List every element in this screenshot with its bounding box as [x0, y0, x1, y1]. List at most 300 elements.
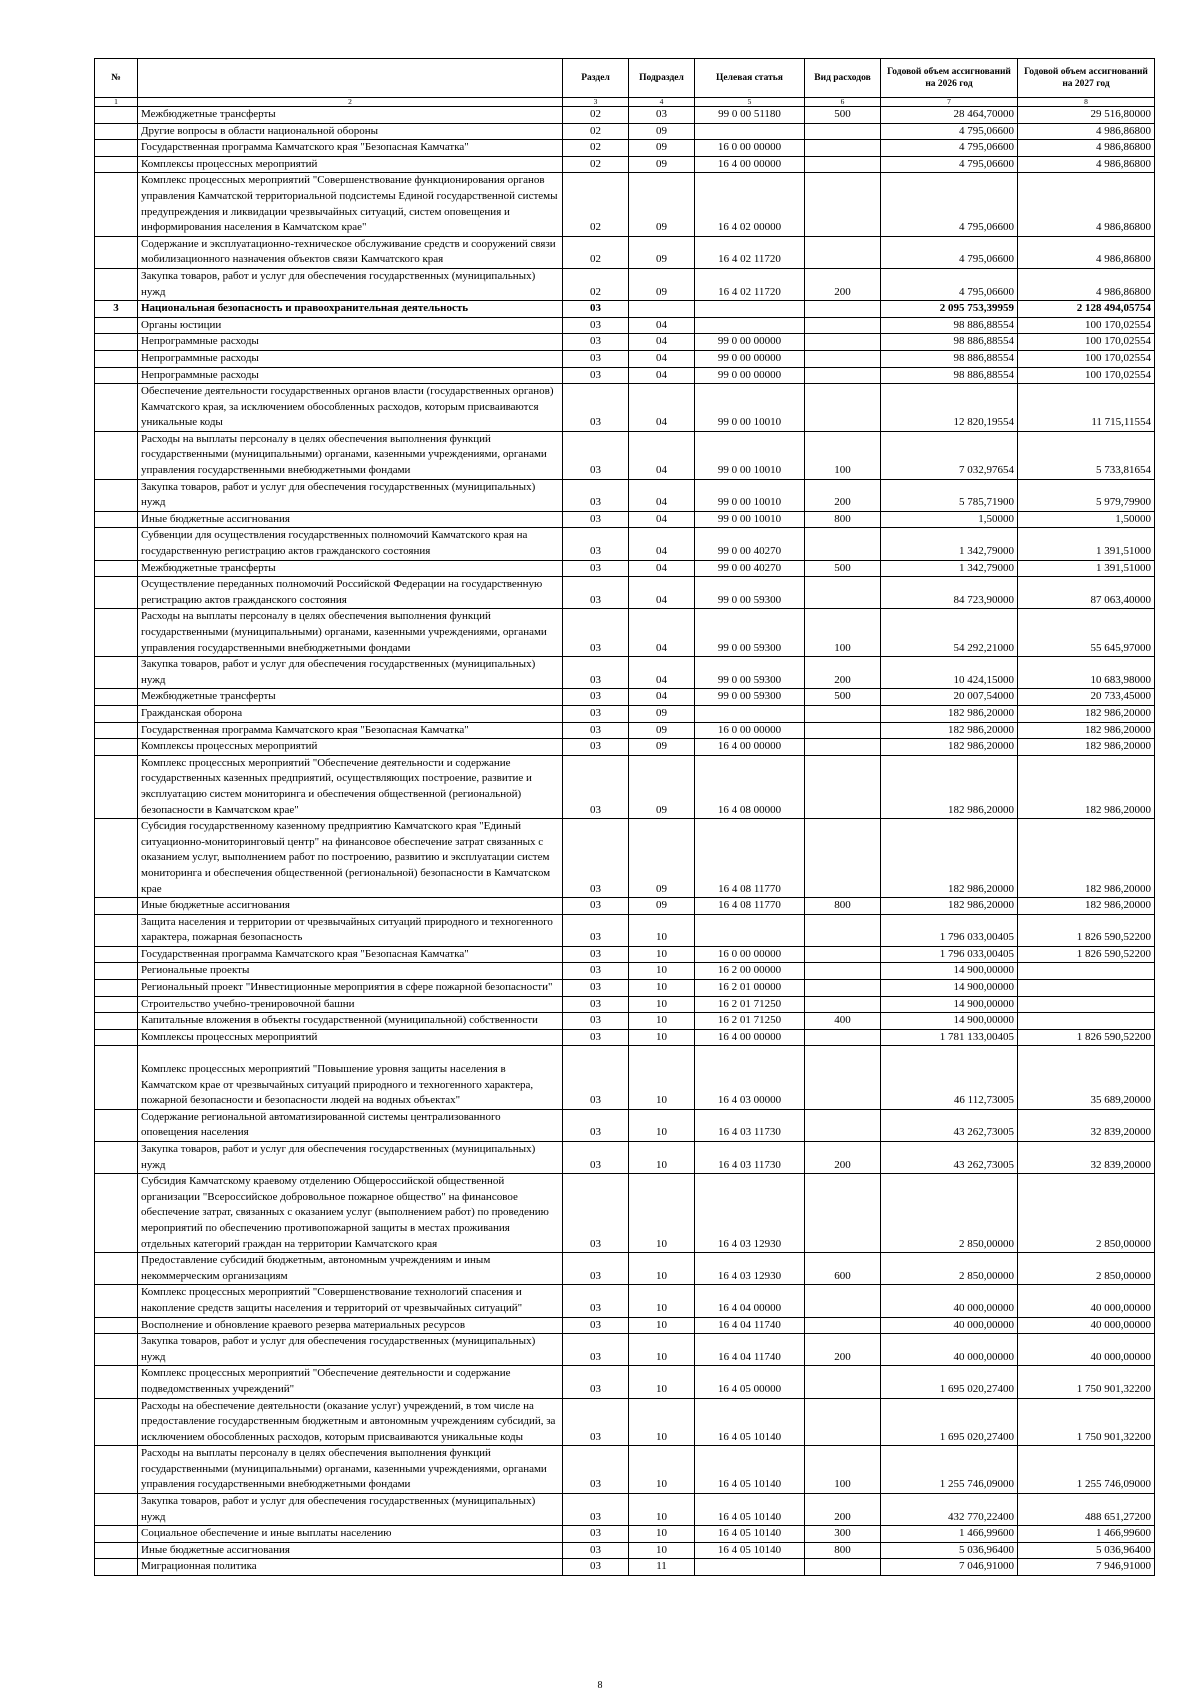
row-amount-2026-cell: 14 900,00000 — [881, 963, 1018, 980]
row-name-cell: Комплекс процессных мероприятий "Совершенствование функционирования органов управления Камчатской территориальной подсистемы Единой государственной системы предупреждения и ликвидации чрезвычайных ситуаций, систем оповещения и информирования населения в Камчатском крае" — [138, 173, 563, 236]
row-amount-2027-cell: 100 170,02554 — [1018, 350, 1155, 367]
table-row — [95, 140, 1155, 157]
table-row — [95, 1109, 1155, 1141]
row-expense-type-cell: 400 — [805, 1013, 881, 1030]
row-podrazdel-cell: 09 — [629, 819, 695, 898]
row-name-cell: Комплекс процессных мероприятий "Обеспечение деятельности и содержание подведомственных учреждений" — [138, 1366, 563, 1398]
row-name-cell: Государственная программа Камчатского края "Безопасная Камчатка" — [138, 722, 563, 739]
row-razdel-cell: 03 — [563, 739, 629, 756]
row-razdel-cell: 03 — [563, 1366, 629, 1398]
row-target-article-cell: 99 0 00 10010 — [695, 511, 805, 528]
row-amount-2027-cell: 2 128 494,05754 — [1018, 301, 1155, 318]
row-name-cell: Национальная безопасность и правоохранительная деятельность — [138, 301, 563, 318]
table-row — [95, 479, 1155, 511]
row-target-article-cell: 99 0 00 51180 — [695, 107, 805, 124]
row-amount-2026-cell: 98 886,88554 — [881, 350, 1018, 367]
row-expense-type-cell: 800 — [805, 511, 881, 528]
row-expense-type-cell: 300 — [805, 1526, 881, 1543]
row-amount-2026-cell: 432 770,22400 — [881, 1494, 1018, 1526]
row-amount-2027-cell: 488 651,27200 — [1018, 1494, 1155, 1526]
row-amount-2027-cell: 87 063,40000 — [1018, 577, 1155, 609]
table-row — [95, 1542, 1155, 1559]
row-name-cell: Комплексы процессных мероприятий — [138, 156, 563, 173]
row-podrazdel-cell: 04 — [629, 689, 695, 706]
row-expense-type-cell — [805, 350, 881, 367]
row-expense-type-cell — [805, 722, 881, 739]
row-name-cell: Закупка товаров, работ и услуг для обеспечения государственных (муниципальных) нужд — [138, 1494, 563, 1526]
row-razdel-cell: 03 — [563, 819, 629, 898]
row-name-cell: Предоставление субсидий бюджетным, автономным учреждениям и иным некоммерческим организациям — [138, 1253, 563, 1285]
row-razdel-cell: 03 — [563, 1174, 629, 1253]
row-amount-2027-cell: 182 986,20000 — [1018, 739, 1155, 756]
header-target-article: Целевая статья — [695, 59, 805, 98]
row-number-cell — [95, 963, 138, 980]
row-amount-2027-cell — [1018, 963, 1155, 980]
row-number-cell: 3 — [95, 301, 138, 318]
row-amount-2027-cell: 1 826 590,52200 — [1018, 946, 1155, 963]
row-razdel-cell: 03 — [563, 1398, 629, 1446]
row-amount-2026-cell: 4 795,06600 — [881, 156, 1018, 173]
row-expense-type-cell — [805, 123, 881, 140]
row-razdel-cell: 03 — [563, 350, 629, 367]
row-number-cell — [95, 1542, 138, 1559]
row-expense-type-cell — [805, 140, 881, 157]
row-target-article-cell: 16 2 01 71250 — [695, 996, 805, 1013]
row-podrazdel-cell: 04 — [629, 609, 695, 657]
row-name-cell: Субсидия Камчатскому краевому отделению Общероссийской общественной организации "Всероссийское добровольное пожарное общество" на финансовое обеспечение затрат, связанных с оказанием услуг (выполнением работ) по проведению мероприятий по обеспечению противопожарной защиты в местах проживания отдельных категорий граждан на территории Камчатского края — [138, 1174, 563, 1253]
row-target-article-cell: 16 4 03 11730 — [695, 1109, 805, 1141]
row-number-cell — [95, 479, 138, 511]
row-expense-type-cell — [805, 739, 881, 756]
row-podrazdel-cell: 03 — [629, 107, 695, 124]
row-name-cell: Обеспечение деятельности государственных органов власти (государственных органов) Камчатского края, за исключением обособленных расходов, которым присваиваются уникальные коды — [138, 384, 563, 432]
row-razdel-cell: 03 — [563, 431, 629, 479]
row-target-article-cell: 16 2 00 00000 — [695, 963, 805, 980]
row-podrazdel-cell: 09 — [629, 268, 695, 300]
table-row — [95, 350, 1155, 367]
row-name-cell: Непрограммные расходы — [138, 367, 563, 384]
row-amount-2027-cell: 1 391,51000 — [1018, 528, 1155, 560]
row-amount-2027-cell: 100 170,02554 — [1018, 317, 1155, 334]
row-number-cell — [95, 819, 138, 898]
row-podrazdel-cell: 10 — [629, 1285, 695, 1317]
row-amount-2026-cell: 43 262,73005 — [881, 1142, 1018, 1174]
row-name-cell: Межбюджетные трансферты — [138, 107, 563, 124]
row-target-article-cell: 16 4 08 11770 — [695, 898, 805, 915]
row-razdel-cell: 03 — [563, 980, 629, 997]
row-expense-type-cell: 600 — [805, 1253, 881, 1285]
row-number-cell — [95, 431, 138, 479]
row-podrazdel-cell: 09 — [629, 156, 695, 173]
row-expense-type-cell — [805, 980, 881, 997]
row-expense-type-cell — [805, 819, 881, 898]
row-target-article-cell: 16 4 04 11740 — [695, 1334, 805, 1366]
row-expense-type-cell — [805, 334, 881, 351]
row-razdel-cell: 03 — [563, 914, 629, 946]
row-podrazdel-cell: 11 — [629, 1559, 695, 1576]
row-number-cell — [95, 755, 138, 818]
row-amount-2026-cell: 4 795,06600 — [881, 173, 1018, 236]
row-amount-2027-cell: 182 986,20000 — [1018, 898, 1155, 915]
row-expense-type-cell — [805, 755, 881, 818]
table-row — [95, 722, 1155, 739]
row-expense-type-cell — [805, 317, 881, 334]
row-amount-2026-cell: 84 723,90000 — [881, 577, 1018, 609]
row-amount-2027-cell: 1 750 901,32200 — [1018, 1366, 1155, 1398]
row-number-cell — [95, 123, 138, 140]
table-row — [95, 1174, 1155, 1253]
row-expense-type-cell — [805, 1317, 881, 1334]
row-target-article-cell — [695, 317, 805, 334]
row-target-article-cell: 16 0 00 00000 — [695, 722, 805, 739]
row-podrazdel-cell: 10 — [629, 1526, 695, 1543]
row-razdel-cell: 03 — [563, 1446, 629, 1494]
row-name-cell: Содержание региональной автоматизированной системы централизованного оповещения населения — [138, 1109, 563, 1141]
table-row — [95, 1526, 1155, 1543]
row-amount-2027-cell: 5 036,96400 — [1018, 1542, 1155, 1559]
row-amount-2026-cell: 40 000,00000 — [881, 1285, 1018, 1317]
row-number-cell — [95, 980, 138, 997]
table-row — [95, 705, 1155, 722]
header-amount-2026: Годовой объем ассигнований на 2026 год — [881, 59, 1018, 98]
table-row — [95, 755, 1155, 818]
row-expense-type-cell — [805, 1559, 881, 1576]
row-target-article-cell: 99 0 00 59300 — [695, 577, 805, 609]
table-row — [95, 560, 1155, 577]
row-amount-2027-cell: 40 000,00000 — [1018, 1317, 1155, 1334]
table-row — [95, 1285, 1155, 1317]
row-target-article-cell: 16 4 05 10140 — [695, 1398, 805, 1446]
row-amount-2026-cell: 182 986,20000 — [881, 739, 1018, 756]
row-razdel-cell: 03 — [563, 1542, 629, 1559]
row-expense-type-cell: 100 — [805, 609, 881, 657]
table-row — [95, 384, 1155, 432]
row-amount-2026-cell: 182 986,20000 — [881, 722, 1018, 739]
row-expense-type-cell — [805, 1109, 881, 1141]
row-expense-type-cell: 200 — [805, 1334, 881, 1366]
row-name-cell: Закупка товаров, работ и услуг для обеспечения государственных (муниципальных) нужд — [138, 1142, 563, 1174]
row-name-cell: Гражданская оборона — [138, 705, 563, 722]
row-amount-2027-cell: 4 986,86800 — [1018, 173, 1155, 236]
row-amount-2026-cell: 54 292,21000 — [881, 609, 1018, 657]
row-name-cell: Социальное обеспечение и иные выплаты населению — [138, 1526, 563, 1543]
row-target-article-cell: 16 4 08 11770 — [695, 819, 805, 898]
row-amount-2026-cell: 5 036,96400 — [881, 1542, 1018, 1559]
row-amount-2027-cell: 100 170,02554 — [1018, 334, 1155, 351]
row-amount-2026-cell: 98 886,88554 — [881, 317, 1018, 334]
row-target-article-cell: 16 4 02 11720 — [695, 268, 805, 300]
row-target-article-cell: 16 0 00 00000 — [695, 140, 805, 157]
row-amount-2027-cell: 32 839,20000 — [1018, 1142, 1155, 1174]
row-expense-type-cell — [805, 173, 881, 236]
table-row — [95, 689, 1155, 706]
row-amount-2026-cell: 1 342,79000 — [881, 528, 1018, 560]
table-row — [95, 819, 1155, 898]
row-amount-2027-cell — [1018, 1013, 1155, 1030]
row-target-article-cell: 16 4 05 00000 — [695, 1366, 805, 1398]
row-razdel-cell: 03 — [563, 963, 629, 980]
row-razdel-cell: 03 — [563, 1494, 629, 1526]
row-razdel-cell: 02 — [563, 107, 629, 124]
column-number: 5 — [695, 98, 805, 107]
row-amount-2027-cell: 1 466,99600 — [1018, 1526, 1155, 1543]
row-target-article-cell: 16 4 02 11720 — [695, 236, 805, 268]
row-number-cell — [95, 1253, 138, 1285]
table-row — [95, 898, 1155, 915]
row-expense-type-cell — [805, 963, 881, 980]
row-amount-2027-cell: 7 946,91000 — [1018, 1559, 1155, 1576]
row-amount-2027-cell: 4 986,86800 — [1018, 268, 1155, 300]
column-number-row — [95, 98, 1155, 107]
row-number-cell — [95, 511, 138, 528]
row-podrazdel-cell: 10 — [629, 1542, 695, 1559]
row-expense-type-cell — [805, 914, 881, 946]
row-expense-type-cell — [805, 577, 881, 609]
row-razdel-cell: 03 — [563, 1317, 629, 1334]
row-name-cell: Закупка товаров, работ и услуг для обеспечения государственных (муниципальных) нужд — [138, 657, 563, 689]
row-podrazdel-cell: 09 — [629, 898, 695, 915]
page-number: 8 — [597, 1680, 603, 1691]
row-amount-2027-cell: 10 683,98000 — [1018, 657, 1155, 689]
row-amount-2026-cell: 43 262,73005 — [881, 1109, 1018, 1141]
row-podrazdel-cell: 10 — [629, 1494, 695, 1526]
row-razdel-cell: 03 — [563, 722, 629, 739]
row-expense-type-cell — [805, 367, 881, 384]
budget-table — [94, 58, 1155, 1576]
row-amount-2027-cell — [1018, 996, 1155, 1013]
table-row — [95, 173, 1155, 236]
row-name-cell: Закупка товаров, работ и услуг для обеспечения государственных (муниципальных) нужд — [138, 479, 563, 511]
row-amount-2027-cell: 20 733,45000 — [1018, 689, 1155, 706]
row-amount-2027-cell: 1 391,51000 — [1018, 560, 1155, 577]
row-target-article-cell: 16 4 04 11740 — [695, 1317, 805, 1334]
row-name-cell: Комплексы процессных мероприятий — [138, 739, 563, 756]
row-amount-2026-cell: 1 255 746,09000 — [881, 1446, 1018, 1494]
row-name-cell: Иные бюджетные ассигнования — [138, 1542, 563, 1559]
row-name-cell: Закупка товаров, работ и услуг для обеспечения государственных (муниципальных) нужд — [138, 1334, 563, 1366]
row-amount-2026-cell: 1 695 020,27400 — [881, 1366, 1018, 1398]
table-row — [95, 431, 1155, 479]
row-number-cell — [95, 560, 138, 577]
row-razdel-cell: 03 — [563, 946, 629, 963]
row-amount-2027-cell: 40 000,00000 — [1018, 1285, 1155, 1317]
row-number-cell — [95, 1494, 138, 1526]
table-row — [95, 1366, 1155, 1398]
row-amount-2026-cell: 1 796 033,00405 — [881, 946, 1018, 963]
table-row — [95, 1046, 1155, 1109]
table-row — [95, 367, 1155, 384]
header-row — [95, 59, 1155, 98]
row-expense-type-cell: 500 — [805, 560, 881, 577]
row-podrazdel-cell: 04 — [629, 577, 695, 609]
row-name-cell: Иные бюджетные ассигнования — [138, 898, 563, 915]
row-razdel-cell: 03 — [563, 898, 629, 915]
row-amount-2026-cell: 1 695 020,27400 — [881, 1398, 1018, 1446]
row-name-cell: Восполнение и обновление краевого резерва материальных ресурсов — [138, 1317, 563, 1334]
row-target-article-cell: 16 4 00 00000 — [695, 1029, 805, 1046]
row-amount-2027-cell: 1 255 746,09000 — [1018, 1446, 1155, 1494]
row-amount-2026-cell: 2 095 753,39959 — [881, 301, 1018, 318]
row-number-cell — [95, 384, 138, 432]
row-expense-type-cell — [805, 236, 881, 268]
table-row — [95, 107, 1155, 124]
row-razdel-cell: 03 — [563, 479, 629, 511]
row-expense-type-cell: 200 — [805, 479, 881, 511]
row-amount-2026-cell: 2 850,00000 — [881, 1253, 1018, 1285]
row-target-article-cell: 99 0 00 40270 — [695, 560, 805, 577]
column-number: 1 — [95, 98, 138, 107]
row-target-article-cell: 16 2 01 71250 — [695, 1013, 805, 1030]
row-amount-2026-cell: 4 795,06600 — [881, 140, 1018, 157]
row-podrazdel-cell: 10 — [629, 1109, 695, 1141]
row-podrazdel-cell: 09 — [629, 236, 695, 268]
row-razdel-cell: 03 — [563, 609, 629, 657]
row-number-cell — [95, 914, 138, 946]
row-razdel-cell: 03 — [563, 996, 629, 1013]
row-podrazdel-cell: 04 — [629, 479, 695, 511]
row-podrazdel-cell: 04 — [629, 367, 695, 384]
row-number-cell — [95, 334, 138, 351]
table-row — [95, 1334, 1155, 1366]
table-row — [95, 123, 1155, 140]
row-amount-2027-cell: 55 645,97000 — [1018, 609, 1155, 657]
row-number-cell — [95, 140, 138, 157]
row-podrazdel-cell: 04 — [629, 350, 695, 367]
row-razdel-cell: 03 — [563, 705, 629, 722]
row-podrazdel-cell: 10 — [629, 980, 695, 997]
row-amount-2026-cell: 1,50000 — [881, 511, 1018, 528]
row-amount-2027-cell: 182 986,20000 — [1018, 705, 1155, 722]
header-number: № — [95, 59, 138, 98]
row-amount-2027-cell: 100 170,02554 — [1018, 367, 1155, 384]
row-podrazdel-cell: 10 — [629, 914, 695, 946]
header-razdel: Раздел — [563, 59, 629, 98]
row-number-cell — [95, 1046, 138, 1109]
header-expense-type: Вид расходов — [805, 59, 881, 98]
row-amount-2026-cell: 1 466,99600 — [881, 1526, 1018, 1543]
row-razdel-cell: 02 — [563, 123, 629, 140]
row-razdel-cell: 03 — [563, 1526, 629, 1543]
row-amount-2027-cell: 1 826 590,52200 — [1018, 1029, 1155, 1046]
row-amount-2026-cell: 14 900,00000 — [881, 980, 1018, 997]
row-name-cell: Миграционная политика — [138, 1559, 563, 1576]
row-podrazdel-cell: 09 — [629, 739, 695, 756]
row-number-cell — [95, 317, 138, 334]
row-expense-type-cell: 800 — [805, 898, 881, 915]
row-name-cell: Иные бюджетные ассигнования — [138, 511, 563, 528]
row-amount-2027-cell: 1 750 901,32200 — [1018, 1398, 1155, 1446]
row-name-cell: Региональный проект "Инвестиционные мероприятия в сфере пожарной безопасности" — [138, 980, 563, 997]
row-amount-2027-cell: 4 986,86800 — [1018, 156, 1155, 173]
row-podrazdel-cell — [629, 301, 695, 318]
row-amount-2027-cell: 40 000,00000 — [1018, 1334, 1155, 1366]
row-name-cell: Защита населения и территории от чрезвычайных ситуаций природного и техногенного характера, пожарная безопасность — [138, 914, 563, 946]
table-row — [95, 609, 1155, 657]
row-expense-type-cell — [805, 1398, 881, 1446]
row-podrazdel-cell: 09 — [629, 705, 695, 722]
row-target-article-cell: 99 0 00 10010 — [695, 384, 805, 432]
row-amount-2027-cell: 182 986,20000 — [1018, 819, 1155, 898]
row-number-cell — [95, 739, 138, 756]
row-razdel-cell: 03 — [563, 1334, 629, 1366]
row-razdel-cell: 03 — [563, 755, 629, 818]
row-name-cell: Региональные проекты — [138, 963, 563, 980]
row-amount-2027-cell: 4 986,86800 — [1018, 236, 1155, 268]
row-expense-type-cell — [805, 996, 881, 1013]
row-number-cell — [95, 1446, 138, 1494]
row-podrazdel-cell: 10 — [629, 1317, 695, 1334]
row-target-article-cell — [695, 1559, 805, 1576]
row-amount-2026-cell: 40 000,00000 — [881, 1317, 1018, 1334]
row-podrazdel-cell: 04 — [629, 334, 695, 351]
row-number-cell — [95, 657, 138, 689]
table-row — [95, 914, 1155, 946]
row-podrazdel-cell: 10 — [629, 1029, 695, 1046]
row-amount-2026-cell: 4 795,06600 — [881, 268, 1018, 300]
row-razdel-cell: 02 — [563, 268, 629, 300]
column-number: 8 — [1018, 98, 1155, 107]
table-row — [95, 577, 1155, 609]
header-amount-2027: Годовой объем ассигнований на 2027 год — [1018, 59, 1155, 98]
row-target-article-cell: 99 0 00 59300 — [695, 689, 805, 706]
row-target-article-cell: 16 4 03 11730 — [695, 1142, 805, 1174]
row-amount-2027-cell: 2 850,00000 — [1018, 1253, 1155, 1285]
row-podrazdel-cell: 10 — [629, 996, 695, 1013]
row-expense-type-cell — [805, 1366, 881, 1398]
row-target-article-cell: 16 4 05 10140 — [695, 1542, 805, 1559]
table-row — [95, 980, 1155, 997]
row-podrazdel-cell: 10 — [629, 1013, 695, 1030]
row-amount-2027-cell — [1018, 980, 1155, 997]
row-podrazdel-cell: 04 — [629, 384, 695, 432]
row-name-cell: Другие вопросы в области национальной обороны — [138, 123, 563, 140]
table-row — [95, 1253, 1155, 1285]
row-amount-2026-cell: 7 046,91000 — [881, 1559, 1018, 1576]
row-amount-2027-cell: 35 689,20000 — [1018, 1046, 1155, 1109]
row-target-article-cell: 16 4 05 10140 — [695, 1526, 805, 1543]
table-row — [95, 1398, 1155, 1446]
table-row — [95, 1013, 1155, 1030]
row-expense-type-cell — [805, 156, 881, 173]
row-podrazdel-cell: 09 — [629, 722, 695, 739]
row-amount-2026-cell: 5 785,71900 — [881, 479, 1018, 511]
table-row — [95, 236, 1155, 268]
row-number-cell — [95, 1013, 138, 1030]
row-name-cell: Осуществление переданных полномочий Российской Федерации на государственную регистрацию актов гражданского состояния — [138, 577, 563, 609]
row-name-cell: Субсидия государственному казенному предприятию Камчатского края "Единый ситуационно-мониторинговый центр" на финансовое обеспечение затрат связанных с оказанием услуг, выполнением работ по построению, развитию и эксплуатации систем мониторинга и обеспечения общественной (региональной) безопасности в Камчатском крае — [138, 819, 563, 898]
row-number-cell — [95, 173, 138, 236]
row-amount-2027-cell: 11 715,11554 — [1018, 384, 1155, 432]
row-number-cell — [95, 236, 138, 268]
row-expense-type-cell — [805, 946, 881, 963]
row-target-article-cell: 16 0 00 00000 — [695, 946, 805, 963]
row-number-cell — [95, 1029, 138, 1046]
row-podrazdel-cell: 09 — [629, 173, 695, 236]
row-razdel-cell: 03 — [563, 1285, 629, 1317]
row-number-cell — [95, 1142, 138, 1174]
column-number: 2 — [138, 98, 563, 107]
row-podrazdel-cell: 10 — [629, 1398, 695, 1446]
row-podrazdel-cell: 04 — [629, 317, 695, 334]
row-razdel-cell: 03 — [563, 301, 629, 318]
row-expense-type-cell: 100 — [805, 431, 881, 479]
row-name-cell: Расходы на выплаты персоналу в целях обеспечения выполнения функций государственными (муниципальными) органами, казенными учреждениями, органами управления государственными внебюджетными фондами — [138, 1446, 563, 1494]
table-row — [95, 1142, 1155, 1174]
row-razdel-cell: 02 — [563, 173, 629, 236]
row-target-article-cell: 16 4 08 00000 — [695, 755, 805, 818]
row-target-article-cell: 16 2 01 00000 — [695, 980, 805, 997]
row-amount-2027-cell: 1,50000 — [1018, 511, 1155, 528]
